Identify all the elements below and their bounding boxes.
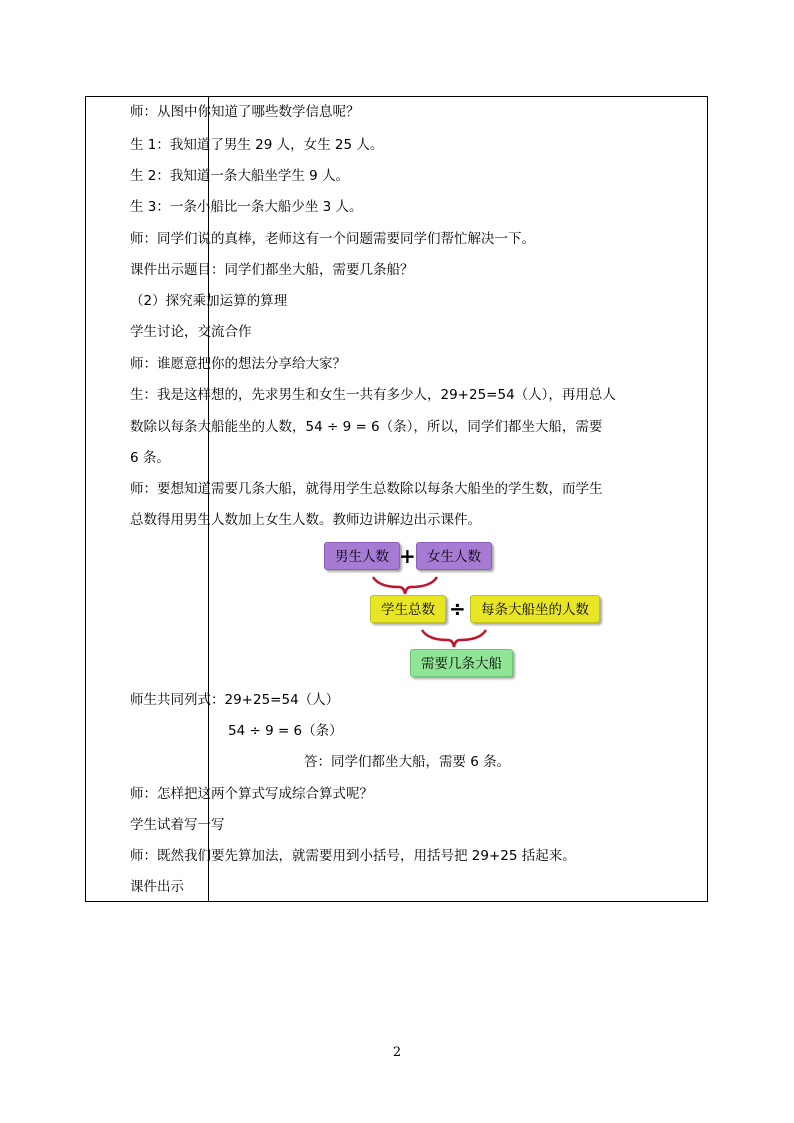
column-divider <box>208 97 209 901</box>
text-line: 生 1：我知道了男生 29 人，女生 25 人。 <box>130 137 384 153</box>
text-line: 生 2：我知道一条大船坐学生 9 人。 <box>130 168 350 184</box>
box-per-boat: 每条大船坐的人数 <box>470 595 600 623</box>
text-line: 学生讨论，交流合作 <box>130 324 252 340</box>
text-line: 师：同学们说的真棒，老师这有一个问题需要同学们帮忙解决一下。 <box>130 231 535 247</box>
page-number: 2 <box>392 1045 402 1060</box>
text-line: 6 条。 <box>130 450 170 466</box>
text-line: 数除以每条大船能坐的人数，54 ÷ 9 = 6（条），所以，同学们都坐大船，需要 <box>130 419 603 435</box>
text-line: 师：谁愿意把你的想法分享给大家？ <box>130 356 346 372</box>
answer-line: 答：同学们都坐大船，需要 6 条。 <box>304 754 511 770</box>
box-boats-needed: 需要几条大船 <box>410 649 513 677</box>
text-line: 总数得用男生人数加上女生人数。教师边讲解边出示课件。 <box>130 512 481 528</box>
text-line: 师：既然我们要先算加法，就需要用到小括号，用括号把 29+25 括起来。 <box>130 848 576 864</box>
text-line: 课件出示 <box>130 879 184 895</box>
text-line: 生 3：一条小船比一条大船少坐 3 人。 <box>130 199 363 215</box>
text-line: 师生共同列式：29+25=54（人） <box>130 692 340 708</box>
equation-line: 54 ÷ 9 = 6（条） <box>228 723 343 739</box>
brace-top-icon <box>369 573 441 597</box>
brace-bottom-icon <box>418 626 490 650</box>
text-line: 学生试着写一写 <box>130 817 225 833</box>
text-line: 师：要想知道需要几条大船，就得用学生总数除以每条大船坐的学生数，而学生 <box>130 481 603 497</box>
section-heading: （2）探究乘加运算的算理 <box>130 293 288 309</box>
lesson-table <box>85 96 708 902</box>
box-girls-count: 女生人数 <box>416 542 492 570</box>
box-boys-count: 男生人数 <box>324 542 400 570</box>
text-line: 师：怎样把这两个算式写成综合算式呢？ <box>130 786 373 802</box>
text-line: 师：从图中你知道了哪些数学信息呢？ <box>130 104 360 120</box>
text-line: 生：我是这样想的，先求男生和女生一共有多少人，29+25=54（人），再用总人 <box>130 387 616 403</box>
divide-sign: ÷ <box>449 597 466 621</box>
text-line: 课件出示题目：同学们都坐大船，需要几条船？ <box>130 262 414 278</box>
box-total-students: 学生总数 <box>370 595 446 623</box>
plus-sign: + <box>399 544 416 568</box>
